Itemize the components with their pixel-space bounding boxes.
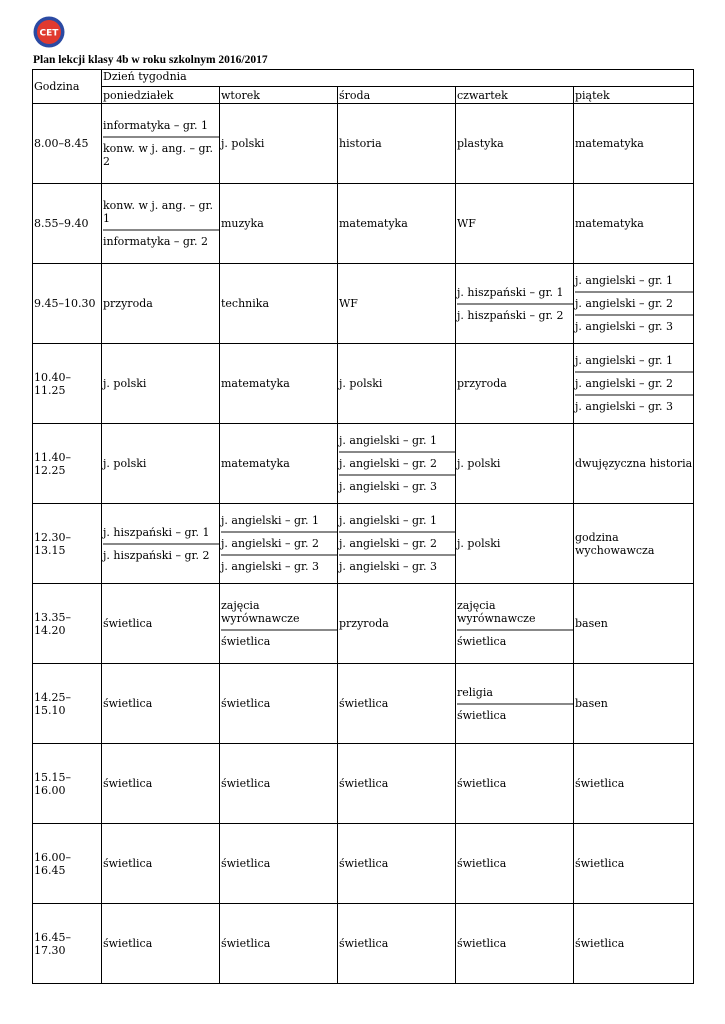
subject: świetlica — [339, 777, 389, 790]
lesson-cell-content — [575, 264, 693, 343]
logo-text: CET — [39, 28, 59, 39]
group-subject: zajęcia wyrównawcze — [221, 599, 300, 625]
lesson-time: 14.25–15.10 — [33, 664, 102, 744]
lesson-cell-friday — [574, 264, 694, 344]
lesson-cell-content — [575, 904, 693, 983]
group-subject: świetlica — [457, 703, 573, 726]
lesson-cell-tuesday — [220, 664, 338, 744]
lesson-cell-wednesday — [338, 744, 456, 824]
lesson-cell-content — [221, 504, 337, 583]
lesson-time: 12.30–13.15 — [33, 504, 102, 584]
subject: świetlica — [339, 697, 389, 710]
lesson-cell-tuesday — [220, 184, 338, 264]
lesson-cell-friday — [574, 744, 694, 824]
lesson-cell-thursday — [456, 744, 574, 824]
subject: matematyka — [339, 217, 408, 230]
lesson-cell-content — [103, 104, 219, 183]
lesson-row — [33, 744, 694, 824]
lesson-cell-friday — [574, 904, 694, 984]
lesson-cell-tuesday — [220, 344, 338, 424]
lesson-cell-content — [457, 744, 573, 823]
lesson-cell-content — [221, 824, 337, 903]
group-subject: konw. w j. ang. – gr. 2 — [103, 136, 219, 172]
lesson-row — [33, 584, 694, 664]
day-friday: piątek — [574, 87, 694, 104]
lesson-cell-content — [575, 504, 693, 583]
lesson-cell-wednesday — [338, 344, 456, 424]
lesson-cell-content — [457, 424, 573, 503]
lesson-cell-monday — [102, 184, 220, 264]
subject: świetlica — [457, 777, 507, 790]
lesson-cell-content — [103, 184, 219, 263]
lesson-cell-content — [457, 184, 573, 263]
lesson-cell-monday — [102, 264, 220, 344]
lesson-cell-content — [221, 744, 337, 823]
lesson-cell-content — [103, 664, 219, 743]
group-subject: religia — [457, 685, 493, 699]
subject: j. polski — [103, 377, 147, 390]
lesson-row — [33, 424, 694, 504]
lesson-cell-content — [575, 424, 693, 503]
lesson-cell-friday — [574, 504, 694, 584]
lesson-cell-friday — [574, 344, 694, 424]
lesson-cell-content — [339, 104, 455, 183]
lesson-cell-friday — [574, 104, 694, 184]
subject: j. polski — [221, 137, 265, 150]
lesson-cell-wednesday — [338, 104, 456, 184]
lesson-row — [33, 504, 694, 584]
lesson-cell-content — [457, 664, 573, 743]
group-subject: j. angielski – gr. 3 — [339, 474, 455, 497]
lesson-cell-content — [575, 184, 693, 263]
group-subject: j. angielski – gr. 1 — [575, 354, 674, 367]
group-subject: j. angielski – gr. 1 — [575, 274, 674, 287]
lesson-cell-content — [221, 264, 337, 343]
lesson-cell-thursday — [456, 584, 574, 664]
group-subject: j. hiszpański – gr. 2 — [457, 303, 573, 326]
group-subject: j. angielski – gr. 3 — [575, 314, 693, 337]
group-subject: świetlica — [457, 629, 573, 652]
lesson-cell-content — [339, 744, 455, 823]
group-subject: j. hiszpański – gr. 2 — [103, 543, 219, 566]
subject: WF — [339, 297, 358, 310]
subject: świetlica — [103, 857, 153, 870]
group-subject: j. angielski – gr. 1 — [339, 514, 438, 527]
lesson-time: 13.35–14.20 — [33, 584, 102, 664]
lesson-cell-content — [339, 264, 455, 343]
subject: dwujęzyczna historia — [575, 457, 693, 470]
lesson-cell-thursday — [456, 184, 574, 264]
subject: muzyka — [221, 217, 264, 230]
lesson-row — [33, 104, 694, 184]
lesson-cell-content — [339, 904, 455, 983]
lesson-cell-content — [339, 664, 455, 743]
lesson-cell-wednesday — [338, 184, 456, 264]
subject: j. polski — [457, 537, 501, 550]
hour-header: Godzina — [33, 70, 102, 104]
lesson-cell-monday — [102, 744, 220, 824]
lesson-cell-content — [103, 744, 219, 823]
group-subject: j. angielski – gr. 3 — [339, 554, 455, 577]
lesson-row — [33, 184, 694, 264]
lesson-cell-tuesday — [220, 104, 338, 184]
lesson-cell-content — [457, 584, 573, 663]
subject: świetlica — [575, 777, 625, 790]
lesson-cell-friday — [574, 584, 694, 664]
lesson-cell-tuesday — [220, 744, 338, 824]
lesson-row — [33, 264, 694, 344]
page-title: Plan lekcji klasy 4b w roku szkolnym 2016/2017 — [33, 54, 268, 66]
lesson-cell-monday — [102, 904, 220, 984]
day-tuesday: wtorek — [220, 87, 338, 104]
lesson-cell-wednesday — [338, 824, 456, 904]
subject: przyroda — [339, 617, 389, 630]
lesson-cell-content — [103, 264, 219, 343]
lesson-cell-wednesday — [338, 904, 456, 984]
cet-logo — [33, 16, 65, 48]
schedule-body — [33, 70, 694, 984]
lesson-cell-content — [103, 504, 219, 583]
day-header: Dzień tygodnia — [102, 70, 694, 87]
lesson-cell-content — [103, 344, 219, 423]
lesson-cell-wednesday — [338, 504, 456, 584]
lesson-cell-monday — [102, 824, 220, 904]
subject: basen — [575, 697, 608, 710]
lesson-cell-monday — [102, 424, 220, 504]
lesson-cell-tuesday — [220, 824, 338, 904]
lesson-cell-monday — [102, 344, 220, 424]
lesson-cell-content — [339, 184, 455, 263]
lesson-cell-content — [457, 504, 573, 583]
subject: świetlica — [221, 697, 271, 710]
lesson-cell-content — [339, 504, 455, 583]
lesson-cell-content — [575, 744, 693, 823]
group-subject: j. angielski – gr. 1 — [339, 434, 438, 447]
lesson-cell-content — [575, 104, 693, 183]
lesson-cell-content — [457, 824, 573, 903]
lesson-time: 8.55–9.40 — [33, 184, 102, 264]
lesson-cell-content — [575, 344, 693, 423]
lesson-cell-content — [221, 904, 337, 983]
lesson-cell-content — [575, 824, 693, 903]
lesson-cell-content — [103, 904, 219, 983]
group-subject: informatyka – gr. 2 — [103, 229, 219, 252]
subject: świetlica — [221, 857, 271, 870]
day-wednesday: środa — [338, 87, 456, 104]
day-thursday: czwartek — [456, 87, 574, 104]
group-subject: zajęcia wyrównawcze — [457, 599, 536, 625]
group-subject: j. angielski – gr. 3 — [221, 554, 337, 577]
lesson-time: 11.40–12.25 — [33, 424, 102, 504]
subject: matematyka — [221, 377, 290, 390]
lesson-cell-tuesday — [220, 424, 338, 504]
lesson-time: 9.45–10.30 — [33, 264, 102, 344]
subject: świetlica — [103, 617, 153, 630]
lesson-cell-content — [457, 344, 573, 423]
lesson-cell-content — [221, 584, 337, 663]
subject: świetlica — [339, 937, 389, 950]
lesson-cell-content — [575, 664, 693, 743]
subject: świetlica — [103, 937, 153, 950]
lesson-cell-content — [221, 184, 337, 263]
lesson-time: 16.45–17.30 — [33, 904, 102, 984]
lesson-cell-content — [457, 904, 573, 983]
group-subject: konw. w j. ang. – gr. 1 — [103, 199, 214, 225]
lesson-row — [33, 664, 694, 744]
lesson-cell-thursday — [456, 664, 574, 744]
lesson-cell-content — [221, 104, 337, 183]
lesson-cell-friday — [574, 664, 694, 744]
lesson-cell-wednesday — [338, 584, 456, 664]
subject: świetlica — [457, 937, 507, 950]
lesson-cell-wednesday — [338, 664, 456, 744]
day-monday: poniedziałek — [102, 87, 220, 104]
lesson-cell-content — [457, 104, 573, 183]
lesson-row — [33, 904, 694, 984]
subject: świetlica — [103, 697, 153, 710]
subject: matematyka — [575, 217, 644, 230]
lesson-cell-tuesday — [220, 584, 338, 664]
lesson-cell-content — [221, 664, 337, 743]
subject: godzina wychowawcza — [575, 530, 655, 557]
lesson-cell-content — [339, 824, 455, 903]
subject: historia — [339, 137, 382, 150]
lesson-cell-content — [103, 424, 219, 503]
subject: technika — [221, 297, 270, 310]
subject: plastyka — [457, 137, 504, 150]
group-subject: j. angielski – gr. 2 — [221, 531, 337, 554]
subject: przyroda — [103, 297, 153, 310]
schedule-table — [32, 69, 694, 984]
lesson-time: 15.15–16.00 — [33, 744, 102, 824]
subject: matematyka — [221, 457, 290, 470]
lesson-time: 8.00–8.45 — [33, 104, 102, 184]
lesson-cell-thursday — [456, 904, 574, 984]
lesson-cell-wednesday — [338, 424, 456, 504]
subject: j. polski — [457, 457, 501, 470]
lesson-cell-monday — [102, 504, 220, 584]
lesson-cell-friday — [574, 184, 694, 264]
group-subject: informatyka – gr. 1 — [103, 119, 208, 132]
group-subject: j. angielski – gr. 2 — [575, 371, 693, 394]
group-subject: j. hiszpański – gr. 1 — [103, 525, 210, 539]
lesson-cell-content — [339, 424, 455, 503]
group-subject: j. angielski – gr. 3 — [575, 394, 693, 417]
lesson-cell-content — [457, 264, 573, 343]
subject: j. polski — [103, 457, 147, 470]
lesson-cell-tuesday — [220, 504, 338, 584]
subject: świetlica — [575, 857, 625, 870]
subject: świetlica — [103, 777, 153, 790]
subject: WF — [457, 217, 476, 230]
group-subject: j. hiszpański – gr. 1 — [457, 285, 564, 299]
lesson-cell-content — [221, 424, 337, 503]
group-subject: j. angielski – gr. 2 — [339, 531, 455, 554]
subject: matematyka — [575, 137, 644, 150]
lesson-cell-thursday — [456, 344, 574, 424]
subject: świetlica — [575, 937, 625, 950]
header-row-2 — [33, 87, 694, 104]
lesson-cell-tuesday — [220, 904, 338, 984]
lesson-cell-thursday — [456, 424, 574, 504]
lesson-row — [33, 344, 694, 424]
lesson-cell-content — [103, 584, 219, 663]
lesson-row — [33, 824, 694, 904]
group-subject: j. angielski – gr. 2 — [339, 451, 455, 474]
subject: j. polski — [339, 377, 383, 390]
lesson-cell-content — [339, 584, 455, 663]
group-subject: j. angielski – gr. 1 — [221, 514, 320, 527]
group-subject: j. angielski – gr. 2 — [575, 291, 693, 314]
subject: świetlica — [221, 937, 271, 950]
lesson-cell-friday — [574, 824, 694, 904]
lesson-cell-content — [221, 344, 337, 423]
subject: świetlica — [457, 857, 507, 870]
lesson-cell-thursday — [456, 824, 574, 904]
lesson-cell-content — [575, 584, 693, 663]
lesson-cell-friday — [574, 424, 694, 504]
lesson-cell-thursday — [456, 104, 574, 184]
group-subject: świetlica — [221, 629, 337, 652]
lesson-cell-thursday — [456, 264, 574, 344]
lesson-cell-content — [103, 824, 219, 903]
lesson-cell-monday — [102, 104, 220, 184]
lesson-cell-content — [339, 344, 455, 423]
lesson-cell-tuesday — [220, 264, 338, 344]
lesson-cell-monday — [102, 584, 220, 664]
subject: basen — [575, 617, 608, 630]
subject: świetlica — [221, 777, 271, 790]
lesson-cell-wednesday — [338, 264, 456, 344]
lesson-cell-thursday — [456, 504, 574, 584]
lesson-cell-monday — [102, 664, 220, 744]
lesson-time: 10.40–11.25 — [33, 344, 102, 424]
subject: świetlica — [339, 857, 389, 870]
subject: przyroda — [457, 377, 507, 390]
lesson-time: 16.00–16.45 — [33, 824, 102, 904]
header-row-1 — [33, 70, 694, 87]
